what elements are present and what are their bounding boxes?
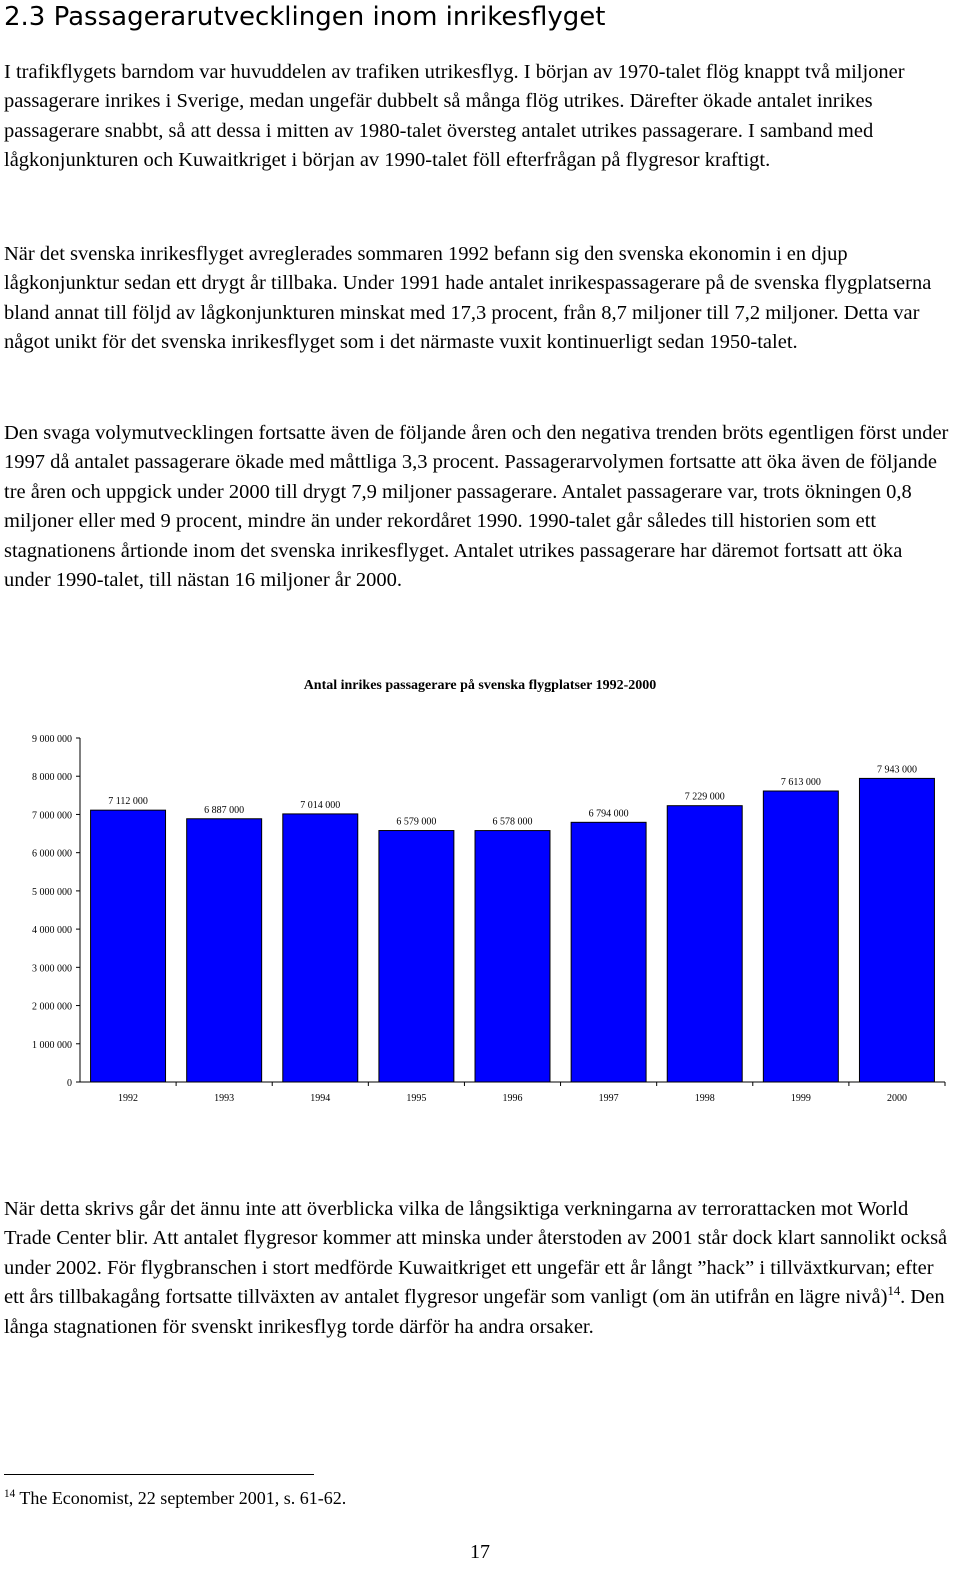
x-tick-label: 1993 bbox=[214, 1093, 235, 1104]
y-tick-label: 1 000 000 bbox=[32, 1039, 72, 1051]
footnote-ref[interactable]: 14 bbox=[887, 1284, 901, 1299]
data-label: 7 112 000 bbox=[108, 796, 148, 808]
footnote-divider bbox=[4, 1474, 314, 1475]
bar-chart bbox=[0, 700, 960, 1120]
paragraph-4-text: När detta skrivs går det ännu inte att överblicka vilka de långsiktiga verkningarna av terrorattacken mot World Trade Center blir. Att antalet flygresor kommer att minska under återstoden av 2001 står dock klart sannolikt också under 2002. För flygbranschen i stort medförde Kuwaitkriget ett ungefär ett år långt ”hack” i tillväxtkurvan; efter ett års tillbakagång fortsatte tillväxten av antalet flygresor ungefär som vanligt (om än utifrån en lägre nivå) bbox=[4, 1198, 948, 1309]
data-label: 6 887 000 bbox=[204, 804, 245, 816]
bar bbox=[379, 831, 454, 1082]
footnote-text: The Economist, 22 september 2001, s. 61-62. bbox=[15, 1488, 347, 1508]
y-tick-label: 5 000 000 bbox=[32, 886, 72, 898]
page-number: 17 bbox=[470, 1541, 490, 1563]
y-tick-label: 7 000 000 bbox=[32, 810, 72, 822]
footnote-number: 14 bbox=[4, 1488, 16, 1500]
data-label: 7 014 000 bbox=[300, 799, 341, 811]
bar bbox=[475, 831, 550, 1082]
chart-title: Antal inrikes passagerare på svenska flygplatser 1992-2000 bbox=[303, 678, 657, 693]
x-tick-label: 1998 bbox=[694, 1093, 715, 1104]
x-tick-label: 1999 bbox=[790, 1093, 811, 1104]
bar bbox=[283, 814, 358, 1082]
y-tick-label: 0 bbox=[67, 1078, 72, 1089]
bar bbox=[187, 819, 262, 1082]
y-tick-label: 6 000 000 bbox=[32, 848, 72, 860]
paragraph-1: I trafikflygets barndom var huvuddelen av trafiken utrikesflyg. I början av 1970-talet flög knappt två miljoner passagerare inrikes i Sverige, medan ungefär dubbelt så många flög utrikes. Därefter ökade antalet inrikes passagerare snabbt, så att dessa i mitten av 1980-talet översteg antalet utrikes passagerare. I samband med lågkonjunkturen och Kuwaitkriget i början av 1990-talet föll efterfrågan på flygresor kraftigt. bbox=[4, 61, 905, 172]
section-heading: 2.3 Passagerarutvecklingen inom inrikesflyget bbox=[4, 2, 606, 32]
paragraph-3: Den svaga volymutvecklingen fortsatte även de följande åren och den negativa trenden bröts egentligen först under 1997 då antalet passagerare ökade med måttliga 3,3 procent. Passagerarvolymen fortsatte att öka även de följande tre åren och uppgick under 2000 till drygt 7,9 miljoner passagerare. Antalet passagerare var, trots ökningen 0,8 miljoner eller med 9 procent, mindre än under rekordåret 1990. 1990-talet går således till historien som ett stagnationens årtionde inom det svenska inrikesflyget. Antalet utrikes passagerare har däremot fortsatt att öka under 1990-talet, till nästan 16 miljoner år 2000. bbox=[4, 422, 949, 592]
paragraph-2: När det svenska inrikesflyget avreglerades sommaren 1992 befann sig den svenska ekonomin i en djup lågkonjunktur sedan ett drygt år tillbaka. Under 1991 hade antalet inrikespassagerare på de svenska flygplatserna bland annat till följd av lågkonjunkturen minskat med 17,3 procent, från 8,7 miljoner till 7,2 miljoner. Detta var något unikt för det svenska inrikesflyget som i det närmaste vuxit kontinuerligt sedan 1950-talet. bbox=[4, 243, 932, 354]
data-label: 7 943 000 bbox=[876, 764, 917, 776]
x-tick-label: 1997 bbox=[598, 1093, 619, 1104]
bar bbox=[667, 806, 742, 1082]
x-tick-label: 1996 bbox=[502, 1093, 523, 1104]
footnote bbox=[4, 1486, 346, 1510]
y-tick-label: 8 000 000 bbox=[32, 772, 72, 784]
paragraph-4 bbox=[4, 1195, 952, 1342]
data-label: 6 579 000 bbox=[396, 816, 437, 828]
data-label: 7 613 000 bbox=[780, 777, 821, 789]
paragraph-4-text-end: . Den långa stagnationen för svenskt inrikesflyg torde därför ha andra orsaker. bbox=[4, 1286, 945, 1338]
y-tick-label: 3 000 000 bbox=[32, 963, 72, 975]
data-label: 6 578 000 bbox=[492, 816, 533, 828]
x-tick-label: 1994 bbox=[310, 1093, 331, 1104]
bar bbox=[571, 822, 646, 1082]
y-tick-label: 2 000 000 bbox=[32, 1001, 72, 1013]
y-tick-label: 4 000 000 bbox=[32, 925, 72, 937]
bar bbox=[859, 778, 934, 1082]
x-tick-label: 2000 bbox=[886, 1093, 907, 1104]
data-label: 7 229 000 bbox=[684, 791, 725, 803]
y-tick-label: 9 000 000 bbox=[32, 734, 72, 745]
bar bbox=[763, 791, 838, 1082]
data-label: 6 794 000 bbox=[588, 808, 629, 820]
bar bbox=[91, 810, 166, 1082]
x-tick-label: 1992 bbox=[118, 1093, 139, 1104]
x-tick-label: 1995 bbox=[406, 1093, 427, 1104]
